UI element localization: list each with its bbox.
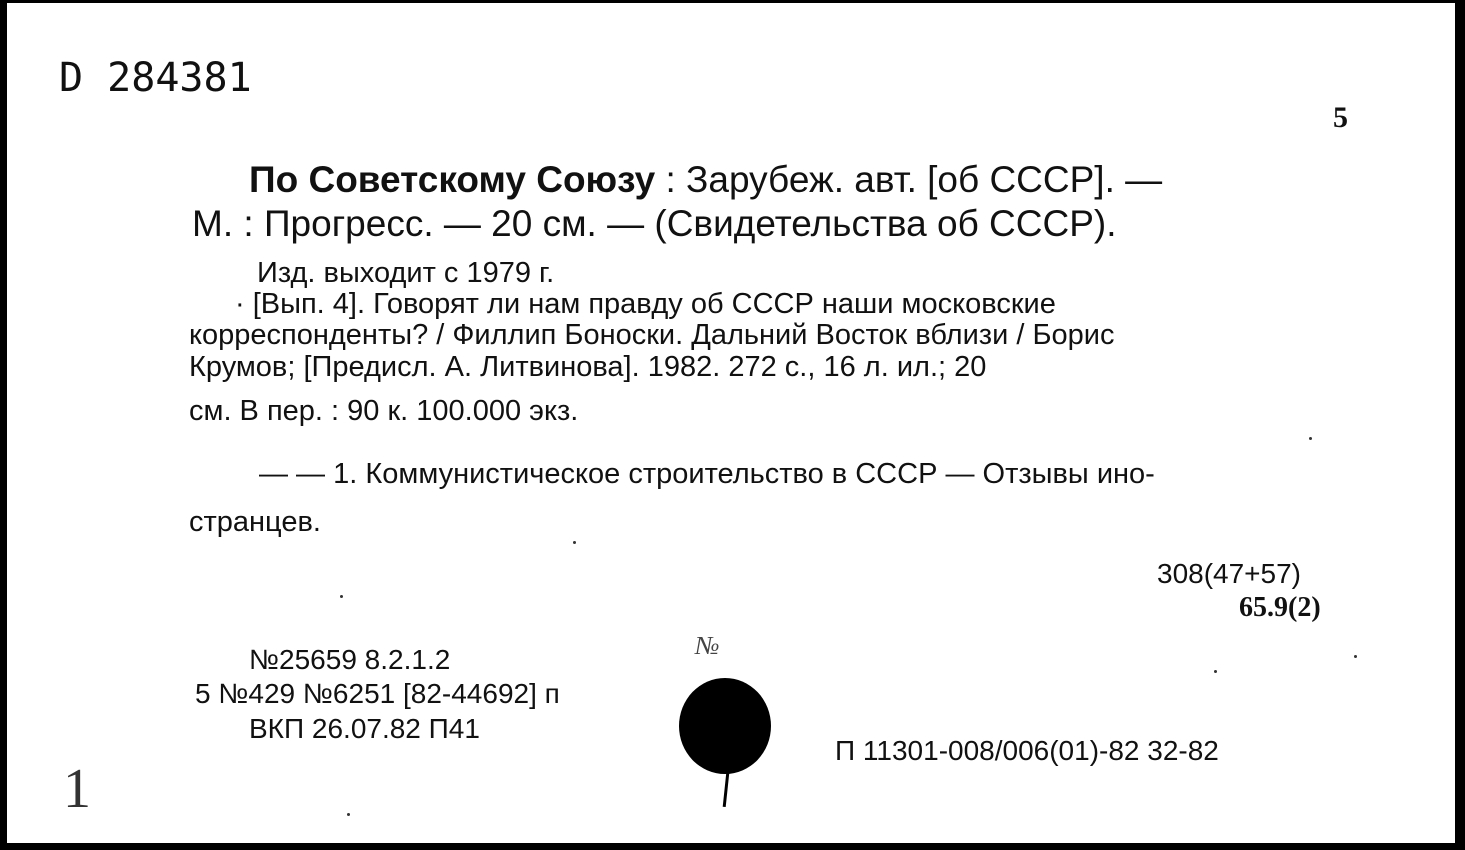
registry-line-1: №25659 8.2.1.2: [249, 644, 451, 675]
catalog-card: [4, 3, 1455, 843]
speck: [1309, 437, 1312, 440]
imprint-line: М. : Прогресс. — 20 см. — (Свидетельства об СССР).: [192, 203, 1117, 244]
issue-line-4: см. В пер. : 90 к. 100.000 экз.: [189, 395, 579, 427]
bbk-index: 65.9(2): [1239, 592, 1321, 623]
handwritten-corner-mark: 1: [63, 758, 91, 820]
price-code: П 11301-008/006(01)-82 32-82: [835, 735, 1219, 766]
punch-hole-stamp: [679, 678, 771, 774]
registry-line-2: 5 №429 №6251 [82-44692] п: [195, 678, 560, 709]
registry-line-3: ВКП 26.07.82 П41: [249, 713, 480, 744]
subject-line-2: странцев.: [189, 506, 321, 538]
speck: [1354, 655, 1357, 658]
subject-line-1: — — 1. Коммунистическое строительство в СССР — Отзывы ино-: [259, 458, 1155, 490]
publication-note: Изд. выходит с 1979 г.: [257, 257, 555, 289]
speck: [347, 813, 350, 816]
handwritten-number-mark: №: [695, 631, 720, 660]
speck: [1214, 670, 1217, 673]
udc-index: 308(47+57): [1157, 558, 1302, 589]
issue-line-1: · [Вып. 4]. Говорят ли нам правду об СССР наши московские: [235, 288, 1056, 320]
issue-line-2: корреспонденты? / Филлип Боноски. Дальний Восток вблизи / Борис: [189, 319, 1115, 351]
title-line: [249, 161, 1162, 198]
title-bold: По Советскому Союзу: [249, 159, 656, 200]
title-rest: : Зарубеж. авт. [об СССР]. —: [655, 159, 1163, 200]
issue-line-3: Крумов; [Предисл. А. Литвинова]. 1982. 272 с., 16 л. ил.; 20: [189, 351, 987, 383]
card-id: D 284381: [59, 55, 252, 101]
speck: [573, 541, 576, 544]
speck: [340, 595, 343, 598]
card-number: 5: [1333, 101, 1348, 134]
